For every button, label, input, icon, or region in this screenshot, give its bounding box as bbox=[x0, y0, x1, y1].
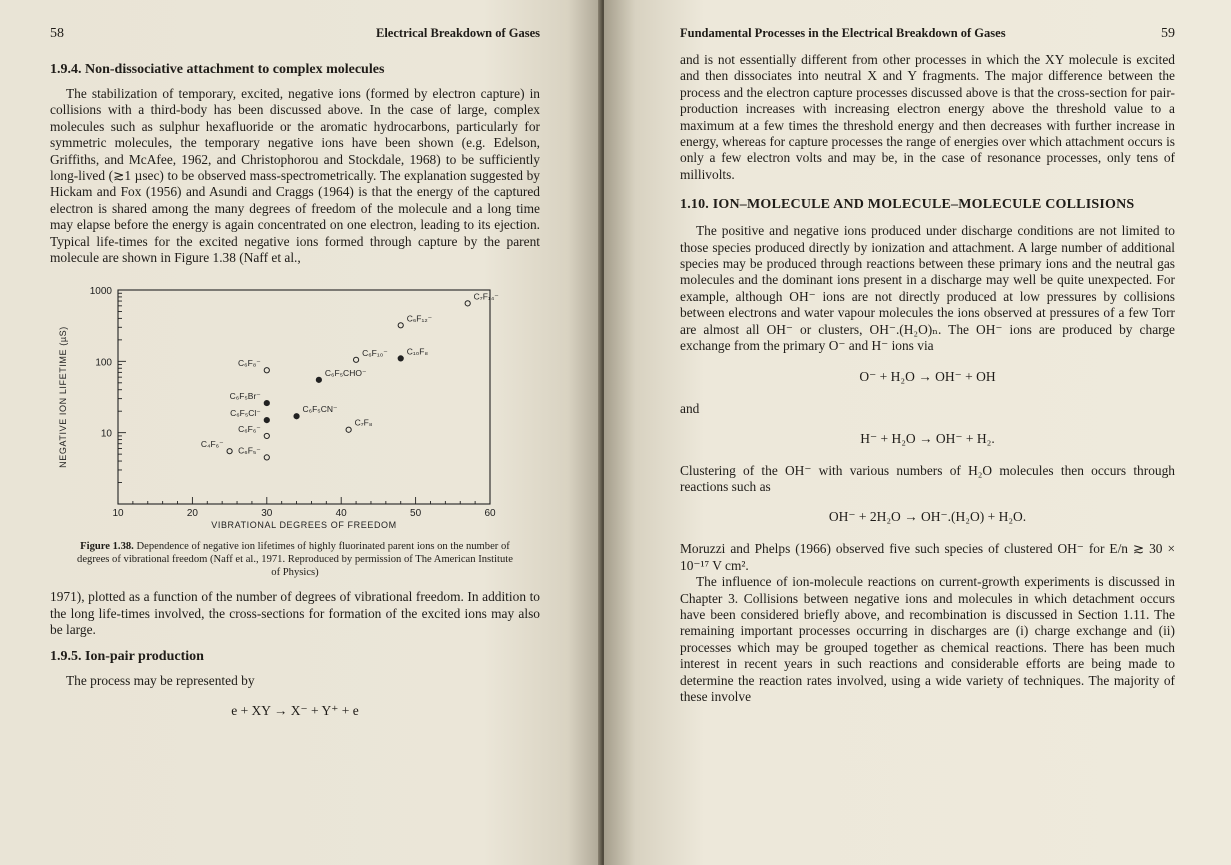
left-running-head bbox=[50, 26, 540, 42]
section-1-9-4-title: 1.9.4. Non-dissociative attachment to complex molecules bbox=[50, 62, 385, 77]
x-tick-label: 60 bbox=[484, 508, 496, 520]
figure-caption bbox=[72, 540, 518, 579]
data-point-label: C₆F₅Br⁻ bbox=[229, 391, 261, 402]
data-point bbox=[264, 455, 269, 460]
plot-frame bbox=[118, 290, 490, 504]
data-point bbox=[465, 301, 470, 306]
x-tick-label: 30 bbox=[261, 508, 273, 520]
left-page-number: 58 bbox=[50, 26, 64, 41]
right-running-head bbox=[680, 26, 1175, 42]
x-tick-label: 40 bbox=[335, 508, 347, 520]
right-paragraph-5: The influence of ion-molecule reactions on current-growth experiments is discussed in Chapter 3. Collisions between negative ions and molecules in which detachment occurs have been considered briefly above, and recombination is discussed in Section 1.11. The remaining important processes occurring in discharges are (i) charge exchange and (ii) processes which may be grouped together as chemical reactions. There has been much interest in recent years in such reactions and considerable efforts are being made to determine the reaction rates involved, using a wide variety of techniques. The majority of these involve bbox=[680, 574, 1175, 704]
data-point-label: C₆F₅Cl⁻ bbox=[230, 408, 261, 419]
right-running-title: Fundamental Processes in the Electrical Breakdown of Gases bbox=[680, 26, 1006, 40]
section-1-10-title: 1.10. ION–MOLECULE AND MOLECULE–MOLECULE COLLISIONS bbox=[680, 197, 1135, 213]
left-paragraph-2: 1971), plotted as a function of the number of degrees of vibrational freedom. In addition to the long life-times involved, the cross-sections for formation of the excited ions may also be large. bbox=[50, 589, 540, 638]
equation-o-minus: O⁻ + H₂O → OH⁻ + OH bbox=[859, 368, 996, 384]
data-point bbox=[264, 418, 269, 423]
equation-clustering: OH⁻ + 2H₂O → OH⁻.(H₂O) + H₂O. bbox=[828, 509, 1027, 525]
y-tick-label: 10 bbox=[100, 429, 112, 441]
data-point bbox=[398, 356, 403, 361]
data-point-label: C₇F₈ bbox=[354, 418, 373, 429]
left-paragraph-1: The stabilization of temporary, excited, negative ions (formed by electron capture) in collisions with a third-body has been discussed above. In the case of large, complex molecules such as sulphur hexafluoride or the aromatic hydrocarbons, particularly for symmetric molecules, the temporary negative ions have been shown (e.g. Edelson, Griffiths, and McAfee, 1962, and Christophorou and Stockdale, 1968) to be sufficiently long-lived (≳1 µsec) to be observed mass-spectrometrically. The explanation suggested by Hickam and Fox (1956) and Asundi and Craggs (1964) is that the energy of the captured electron is shared among the many degrees of freedom of the molecule and a long time may elapse before the energy is again concentrated on one electron, leading to its ejection. Typical life-times for the excited negative ions formed through capture by the parent molecule are shown in Figure 1.38 (Naff et al., bbox=[50, 86, 540, 266]
data-point-label: C₆F₁₂⁻ bbox=[406, 313, 433, 324]
right-paragraph-2: The positive and negative ions produced under discharge conditions are not limited to those species produced directly by ionization and attachment. A large number of additional species may be produced through reactions between these primary ions and the neutral gas molecules and the dominant ions present in a discharge may well be quite unexpected. For example, although OH⁻ ions are not directly produced at low pressures by collisions between electrons and water vapour molecules the ions observed at pressures of a few Torr are almost all OH⁻ or clusters, OH⁻.(H₂O)ₙ. The OH⁻ ions are produced by charge exchange from the primary O⁻ and H⁻ ions via bbox=[680, 223, 1175, 354]
data-point-label: C₆F₈⁻ bbox=[238, 358, 261, 369]
y-tick-label: 1000 bbox=[89, 286, 112, 298]
left-page bbox=[0, 0, 604, 865]
data-point bbox=[398, 323, 403, 328]
data-point-label: C₆F₁₀⁻ bbox=[362, 348, 388, 359]
figure-caption-text: Dependence of negative ion lifetimes of highly fluorinated parent ions on the number of degrees of vibrational freedom (Naff et al., 1971. Reproduced by permission of The American Institute of Physics) bbox=[77, 541, 513, 579]
data-point bbox=[346, 428, 351, 433]
x-tick-label: 20 bbox=[186, 508, 198, 520]
lifetime-chart bbox=[50, 276, 540, 534]
data-point-label: C₆F₆⁻ bbox=[238, 424, 261, 435]
data-point bbox=[264, 434, 269, 439]
x-tick-label: 10 bbox=[112, 508, 124, 520]
right-paragraph-1: and is not essentially different from other processes in which the XY molecule is excited and then dissociates into neutral X and Y fragments. The major difference between the process and the electron capture processes discussed above is that the cross-section for pair-production increases with increasing electron energy above the threshold value to a maximum at a few times the threshold energy and then decreases with further increase in energy, whereas for capture processes the range of energies over which attachment occurs is only a few electron volts and may be, in the case of resonance processes, only tens of millivolts. bbox=[680, 52, 1175, 182]
data-point bbox=[227, 449, 232, 454]
data-point-label: C₆F₅CHO⁻ bbox=[324, 368, 367, 379]
x-tick-label: 50 bbox=[410, 508, 422, 520]
x-axis-label: VIBRATIONAL DEGREES OF FREEDOM bbox=[211, 520, 397, 531]
equation-h-minus: H⁻ + H₂O → OH⁻ + H₂. bbox=[860, 430, 995, 446]
y-tick-label: 100 bbox=[95, 357, 112, 369]
data-point-label: C₇F₁₄⁻ bbox=[473, 291, 499, 302]
figure-1-38 bbox=[50, 276, 540, 534]
data-point-label: C₁₀F₈ bbox=[406, 346, 428, 357]
left-paragraph-3: The process may be represented by bbox=[66, 672, 255, 688]
data-point bbox=[353, 358, 358, 363]
data-point bbox=[294, 414, 299, 419]
right-paragraph-4: Moruzzi and Phelps (1966) observed five such species of clustered OH⁻ for E/n ≳ 30 × 10⁻¹⁷ V cm². bbox=[680, 541, 1175, 573]
figure-caption-label: Figure 1.38. bbox=[80, 541, 134, 553]
data-point-label: C₆F₅⁻ bbox=[238, 445, 261, 456]
data-point-label: C₄F₆⁻ bbox=[200, 439, 224, 450]
right-page bbox=[604, 0, 1231, 865]
section-1-9-5-title: 1.9.5. Ion-pair production bbox=[50, 648, 204, 664]
data-point-label: C₆F₅CN⁻ bbox=[302, 404, 338, 415]
left-running-title: Electrical Breakdown of Gases bbox=[376, 26, 540, 40]
data-point bbox=[264, 401, 269, 406]
y-axis-label: NEGATIVE ION LIFETIME (µS) bbox=[58, 326, 68, 469]
and-connector: and bbox=[680, 400, 700, 416]
data-point bbox=[264, 368, 269, 373]
right-page-number: 59 bbox=[1161, 26, 1175, 41]
right-paragraph-3: Clustering of the OH⁻ with various numbers of H₂O molecules then occurs through reactions such as bbox=[680, 462, 1175, 494]
ion-pair-equation: e + XY → X⁻ + Y⁺ + e bbox=[231, 703, 359, 719]
data-point bbox=[316, 378, 321, 383]
